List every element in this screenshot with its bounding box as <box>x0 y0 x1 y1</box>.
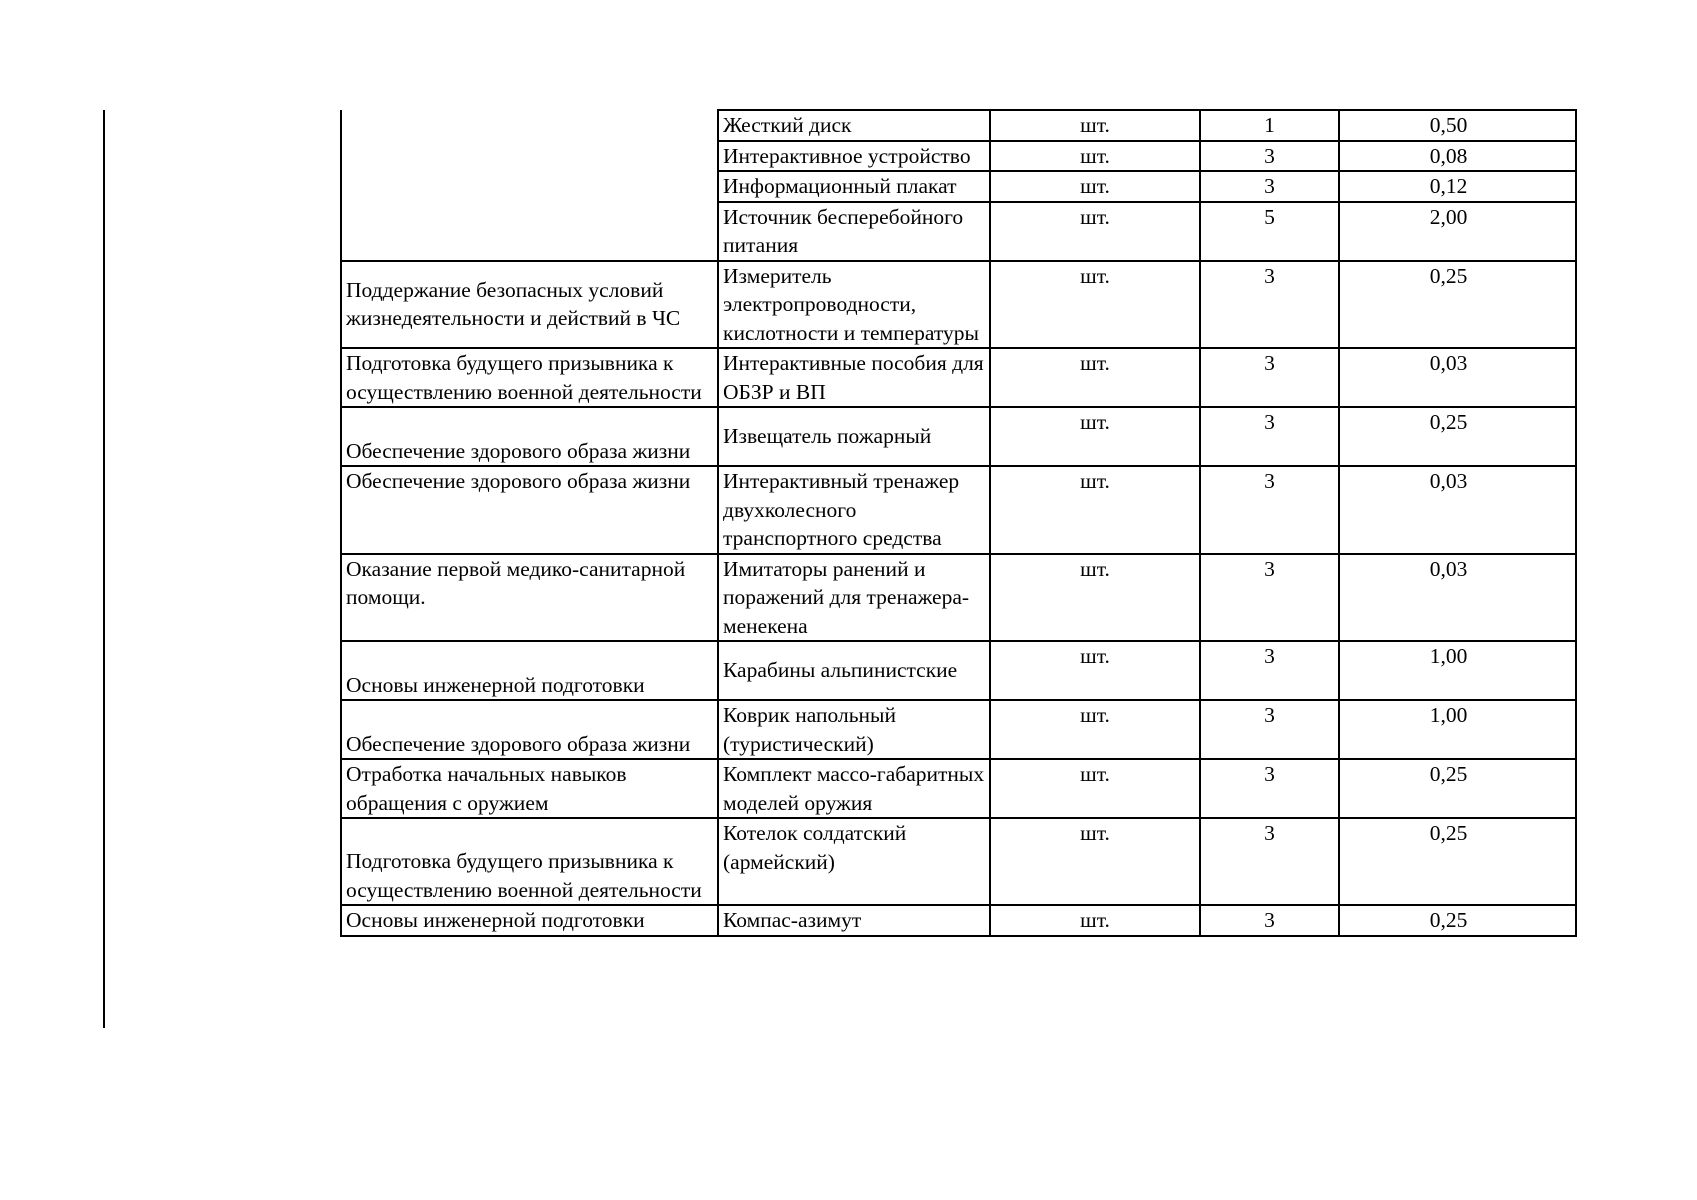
item-name-cell: Компас-азимут <box>718 905 990 936</box>
value-cell: 0,50 <box>1339 110 1576 141</box>
table-row <box>341 905 1576 936</box>
value-cell: 1,00 <box>1339 641 1576 700</box>
unit-cell: шт. <box>990 141 1200 172</box>
item-name-cell: Жесткий диск <box>718 110 990 141</box>
item-name-cell: Имитаторы ранений и поражений для тренажера-менекена <box>718 554 990 642</box>
item-name-cell: Интерактивные пособия для ОБЗР и ВП <box>718 348 990 407</box>
unit-cell: шт. <box>990 554 1200 642</box>
item-name-cell: Интерактивное устройство <box>718 141 990 172</box>
unit-cell: шт. <box>990 261 1200 349</box>
table-row <box>341 110 1576 141</box>
quantity-cell: 3 <box>1200 407 1339 466</box>
item-name-cell: Карабины альпинистские <box>718 641 990 700</box>
quantity-cell: 3 <box>1200 171 1339 202</box>
quantity-cell: 3 <box>1200 641 1339 700</box>
value-cell: 2,00 <box>1339 202 1576 261</box>
item-name-cell: Извещатель пожарный <box>718 407 990 466</box>
item-name-cell: Измеритель электропроводности, кислотности и температуры <box>718 261 990 349</box>
unit-cell: шт. <box>990 202 1200 261</box>
purpose-cell: Основы инженерной подготовки <box>341 905 718 936</box>
purpose-cell <box>341 110 718 261</box>
purpose-cell: Обеспечение здорового образа жизни <box>341 407 718 466</box>
purpose-cell: Обеспечение здорового образа жизни <box>341 700 718 759</box>
unit-cell: шт. <box>990 905 1200 936</box>
purpose-cell: Обеспечение здорового образа жизни <box>341 466 718 554</box>
purpose-cell: Оказание первой медико-санитарной помощи. <box>341 554 718 642</box>
table-row <box>341 554 1576 642</box>
table-row <box>341 261 1576 349</box>
item-name-cell: Котелок солдатский (армейский) <box>718 818 990 905</box>
table-row <box>341 348 1576 407</box>
item-name-cell: Интерактивный тренажер двухколесного транспортного средства <box>718 466 990 554</box>
table-row <box>341 818 1576 905</box>
value-cell: 0,03 <box>1339 554 1576 642</box>
unit-cell: шт. <box>990 466 1200 554</box>
unit-cell: шт. <box>990 641 1200 700</box>
value-cell: 0,25 <box>1339 261 1576 349</box>
unit-cell: шт. <box>990 818 1200 905</box>
unit-cell: шт. <box>990 110 1200 141</box>
value-cell: 0,03 <box>1339 466 1576 554</box>
purpose-cell: Основы инженерной подготовки <box>341 641 718 700</box>
equipment-table <box>340 109 1577 937</box>
quantity-cell: 3 <box>1200 818 1339 905</box>
table-row <box>341 466 1576 554</box>
purpose-cell: Подготовка будущего призывника к осуществлению военной деятельности <box>341 348 718 407</box>
unit-cell: шт. <box>990 700 1200 759</box>
table-row <box>341 759 1576 818</box>
value-cell: 0,25 <box>1339 759 1576 818</box>
quantity-cell: 3 <box>1200 261 1339 349</box>
purpose-cell: Подготовка будущего призывника к осуществлению военной деятельности <box>341 818 718 905</box>
value-cell: 1,00 <box>1339 700 1576 759</box>
value-cell: 0,03 <box>1339 348 1576 407</box>
purpose-cell: Отработка начальных навыков обращения с оружием <box>341 759 718 818</box>
quantity-cell: 3 <box>1200 141 1339 172</box>
value-cell: 0,25 <box>1339 818 1576 905</box>
quantity-cell: 5 <box>1200 202 1339 261</box>
unit-cell: шт. <box>990 759 1200 818</box>
quantity-cell: 3 <box>1200 554 1339 642</box>
equipment-table-container <box>340 109 1577 937</box>
quantity-cell: 3 <box>1200 905 1339 936</box>
quantity-cell: 3 <box>1200 466 1339 554</box>
quantity-cell: 3 <box>1200 759 1339 818</box>
quantity-cell: 3 <box>1200 700 1339 759</box>
purpose-cell: Поддержание безопасных условий жизнедеятельности и действий в ЧС <box>341 261 718 349</box>
table-row <box>341 641 1576 700</box>
unit-cell: шт. <box>990 171 1200 202</box>
value-cell: 0,12 <box>1339 171 1576 202</box>
table-row <box>341 407 1576 466</box>
unit-cell: шт. <box>990 407 1200 466</box>
unit-cell: шт. <box>990 348 1200 407</box>
item-name-cell: Источник бесперебойного питания <box>718 202 990 261</box>
quantity-cell: 3 <box>1200 348 1339 407</box>
table-row <box>341 700 1576 759</box>
left-margin-rule <box>103 110 105 1028</box>
value-cell: 0,08 <box>1339 141 1576 172</box>
item-name-cell: Коврик напольный (туристический) <box>718 700 990 759</box>
item-name-cell: Информационный плакат <box>718 171 990 202</box>
item-name-cell: Комплект массо-габаритных моделей оружия <box>718 759 990 818</box>
quantity-cell: 1 <box>1200 110 1339 141</box>
value-cell: 0,25 <box>1339 905 1576 936</box>
value-cell: 0,25 <box>1339 407 1576 466</box>
